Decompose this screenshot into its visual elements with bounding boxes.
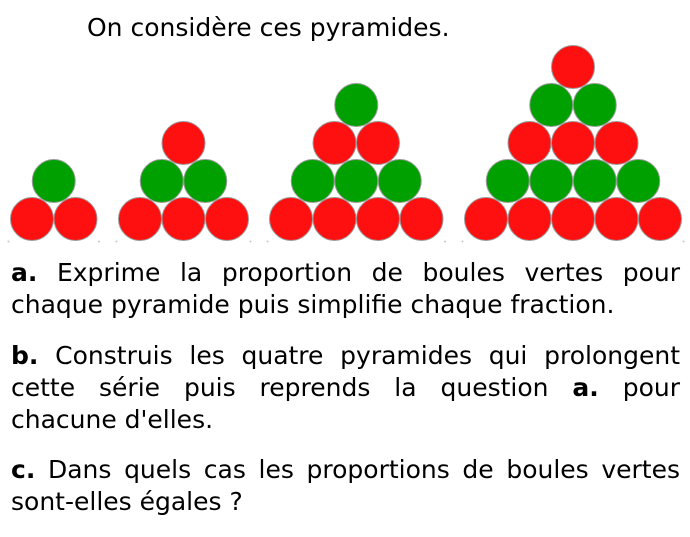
red-ball	[552, 122, 595, 165]
question-c-text: Dans quels cas les proportions de boules vertes sont-elles égales ?	[11, 455, 680, 516]
green-ball	[486, 160, 529, 203]
guide-dot	[8, 241, 10, 243]
red-ball	[595, 122, 638, 165]
red-ball	[270, 198, 313, 241]
green-ball	[573, 84, 616, 127]
red-ball	[313, 198, 356, 241]
red-ball	[465, 198, 508, 241]
red-ball	[357, 122, 400, 165]
question-b-text: Construis les quatre pyramides qui prolongent cette série puis reprends la question	[11, 341, 680, 402]
green-ball	[184, 160, 227, 203]
guide-dot	[116, 241, 118, 243]
green-ball	[617, 160, 660, 203]
red-ball	[11, 198, 54, 241]
red-ball	[552, 46, 595, 89]
green-ball	[378, 160, 421, 203]
guide-dot	[267, 241, 269, 243]
question-b-ref: a.	[572, 373, 599, 402]
pyramid-1	[8, 160, 101, 243]
question-a-text: Exprime la proportion de boules vertes pour chaque pyramide puis simplifie chaque fraction.	[11, 258, 680, 319]
green-ball	[335, 160, 378, 203]
intro-text: On considère ces pyramides.	[87, 13, 450, 42]
red-ball	[206, 198, 249, 241]
red-ball	[313, 122, 356, 165]
red-ball	[508, 122, 551, 165]
pyramid-4	[462, 46, 685, 243]
green-ball	[530, 160, 573, 203]
pyramid-3	[267, 84, 447, 243]
green-ball	[291, 160, 334, 203]
guide-dot	[444, 241, 446, 243]
guide-dot	[683, 241, 685, 243]
question-a-label: a.	[11, 258, 38, 287]
green-ball	[530, 84, 573, 127]
green-ball	[573, 160, 616, 203]
pyramids-figure	[0, 0, 690, 250]
green-ball	[140, 160, 183, 203]
question-c-label: c.	[11, 455, 36, 484]
red-ball	[400, 198, 443, 241]
red-ball	[119, 198, 162, 241]
question-c	[11, 454, 680, 518]
red-ball	[595, 198, 638, 241]
red-ball	[508, 198, 551, 241]
red-ball	[162, 122, 205, 165]
red-ball	[54, 198, 97, 241]
red-ball	[552, 198, 595, 241]
guide-dot	[462, 241, 464, 243]
red-ball	[162, 198, 205, 241]
green-ball	[32, 160, 75, 203]
green-ball	[335, 84, 378, 127]
question-b-label: b.	[11, 341, 39, 370]
guide-dot	[250, 241, 252, 243]
red-ball	[639, 198, 682, 241]
red-ball	[357, 198, 400, 241]
question-a	[11, 257, 680, 321]
question-b	[11, 340, 680, 436]
question-b-text2: pour chacune d'elles.	[11, 373, 681, 434]
pyramid-2	[116, 122, 252, 243]
guide-dot	[98, 241, 100, 243]
